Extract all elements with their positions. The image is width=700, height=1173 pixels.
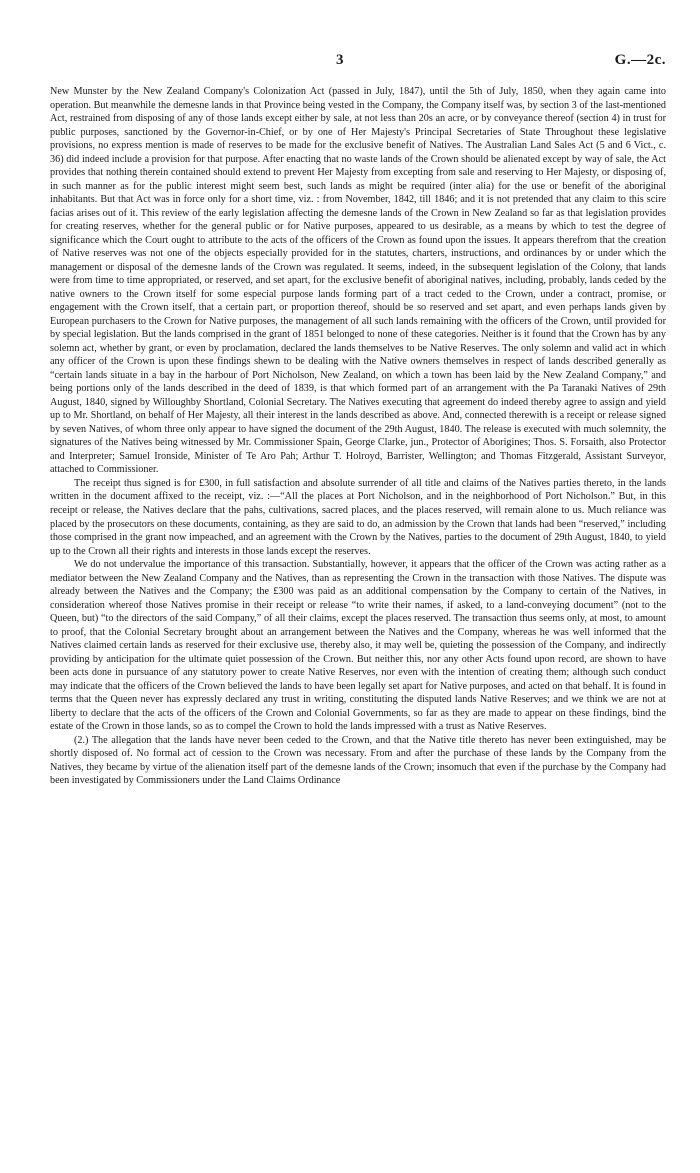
document-reference: G.—2c. <box>614 52 666 68</box>
paragraph: (2.) The allegation that the lands have never been ceded to the Crown, and that the Native title thereto has never been extinguished, may be shortly disposed of. No formal act of cession to the Crown was necessary. From and after the purchase of these lands by the Company from the Natives, they became by virtue of the alienation itself part of the demesne lands of the Crown; insomuch that even if the purchase by the Company had been investigated by Commissioners under the Land Claims Ordinance <box>50 734 666 787</box>
paragraph: New Munster by the New Zealand Company's Colonization Act (passed in July, 1847), until the 5th of July, 1850, when they again came into operation. But meanwhile the demesne lands in that Province being vested in the Company, the Company itself was, by section 3 of the last-mentioned Act, restrained from disposing of any of those lands except either by sale, at not less than 20s an acre, or by conveyance thereof (section 4) in trust for public purposes, sanctioned by the Governor-in-Chief, or by one of Her Majesty's Principal Secretaries of State Throughout these legislative provisions, no express mention is made of reserves to be made for the exclusive benefit of Natives. The Australian Land Sales Act (5 and 6 Vict., c. 36) did indeed include a provision for that purpose. After enacting that no waste lands of the Crown should be alienated except by way of sale, the Act provides that nothing therein contained should extend to prevent Her Majesty from excepting from sale and reserving to Her Majesty, or disposing of, in such manner as for the public interest might seem best, such lands as might be required (inter alia) for the use or benefit of the aboriginal inhabitants. But that Act was in force only for a short time, viz. : from November, 1842, till 1846; and it is not pretended that any claim to this scire facias arises out of it. This review of the early legislation affecting the demesne lands of the Crown in New Zealand so far as that legislation provides for creating reserves, whether for the general public or for Native purposes, appeared to us desirable, as a means by which to test the degree of significance which the Court ought to attribute to the acts of the officers of the Crown as found upon the issues. It appears therefrom that the creation of Native reserves was not one of the objects especially provided for in the statutes, charters, instructions, and ordinances by or under which the management or disposal of the demesne lands of the Crown was regulated. It seems, indeed, in the subsequent legislation of the Colony, that lands were from time to time appropriated, or reserved, and set apart, for the exclusive benefit of aboriginal natives, including, probably, lands ceded by the native owners to the Crown itself for some especial purpose lands forming part of a tract ceded to the Crown, under a contract, promise, or engagement with the Crown itself, that a certain part, or proportion thereof, should be so reserved and set apart, and even perhaps lands given by European purchasers to the Crown for Native purposes, the management of all such lands remaining with the officers of the Crown, until provided for by special legislation. But the lands comprised in the grant of 1851 belonged to none of these categories. Neither is it found that the Crown has by any solemn act, whether by grant, or even by proclamation, declared the lands themselves to be Native Reserves. The only solemn and valid act in which any officer of the Crown is upon these findings shewn to be dealing with the Native owners themselves in respect of lands described generally as “certain lands situate in a bay in the harbour of Port Nicholson, New Zealand, on which a town has been laid by the New Zealand Company,” and being portions only of the lands described in the deed of 1839, is that which formed part of an arrangement with the Pa Taranaki Natives of 29th August, 1840, signed by Willoughby Shortland, Colonial Secretary. The Natives executing that agreement do indeed thereby agree to assign and yield up to Mr. Shortland, on behalf of Her Majesty, all their interest in the lands described as above. And, connected therewith is a receipt or release signed by seven Natives, of whom three only appear to have signed the document of the 29th August, 1840. The release is executed with much solemnity, the signatures of the Natives being witnessed by Mr. Commissioner Spain, George Clarke, jun., Protector of Aborigines; Thos. S. Forsaith, also Protector and Interpreter; Samuel Ironside, Minister of Te Aro Pah; Arthur T. Holroyd, Barrister, Wellington; and Thomas Fitzgerald, Assistant Surveyor, attached to Commissioner. <box>50 86 666 476</box>
document-body <box>50 85 666 788</box>
paragraph: We do not undervalue the importance of this transaction. Substantially, however, it appears that the officer of the Crown was acting rather as a mediator between the New Zealand Company and the Natives, than as representing the Crown in the transaction with those Natives. The dispute was already between the Natives and the Company; the £300 was paid as an additional compensation by the Company to certain of the Natives, in consideration whereof those Natives promise in their receipt or release “to write their names, if asked, to a land-conveying document” (not to the Queen, but) “to the directors of the said Company,” of all their claims, except the places reserved. The transaction thus seems only, at most, to amount to proof, that the Colonial Secretary brought about an arrangement between the Natives and the Company, whereas he was well informed that the Natives claimed certain lands as reserved for their exclusive use, thereby also, it may well be, quieting the possession of the Company, and indirectly providing by anticipation for the ultimate quiet possession of the Crown. But neither this, nor any other Acts found upon record, are shown to have been acts done in pursuance of any statutory power to create Native Reserves, nor even with the intention of creating them; although such conduct may indicate that the officers of the Crown believed the lands to have been legally set apart for Native purposes, and acted on that behalf. It is found in terms that the Queen never has expressly declared any trust in writing, constituting the disputed lands Native Reserves; and we think we are not at liberty to declare that the acts of the officers of the Crown and Colonial Governments, so far as they are made to appear on these findings, bind the estate of the Crown in those lands, so as to compel the Crown to hold the lands impressed with a trust as Native Reserves. <box>50 559 666 733</box>
paragraph: The receipt thus signed is for £300, in full satisfaction and absolute surrender of all title and claims of the Natives parties thereto, in the lands written in the document affixed to the receipt, viz. :—“All the places at Port Nicholson, and in the neighborhood of Port Nicholson.” But, in this receipt or release, the Natives declare that the pahs, cultivations, sacred places, and the places reserved, will remain alone to us. Much reliance was placed by the prosecutors on these documents, containing, as they are said to do, an admission by the Crown that lands had been “reserved,” including those comprised in the grant now impeached, and an agreement with the Crown by the Natives, parties to the document of 29th August, 1840, to yield up to the Crown all their rights and interests in those lands except the reserves. <box>50 477 666 557</box>
page-number: 3 <box>336 52 344 68</box>
